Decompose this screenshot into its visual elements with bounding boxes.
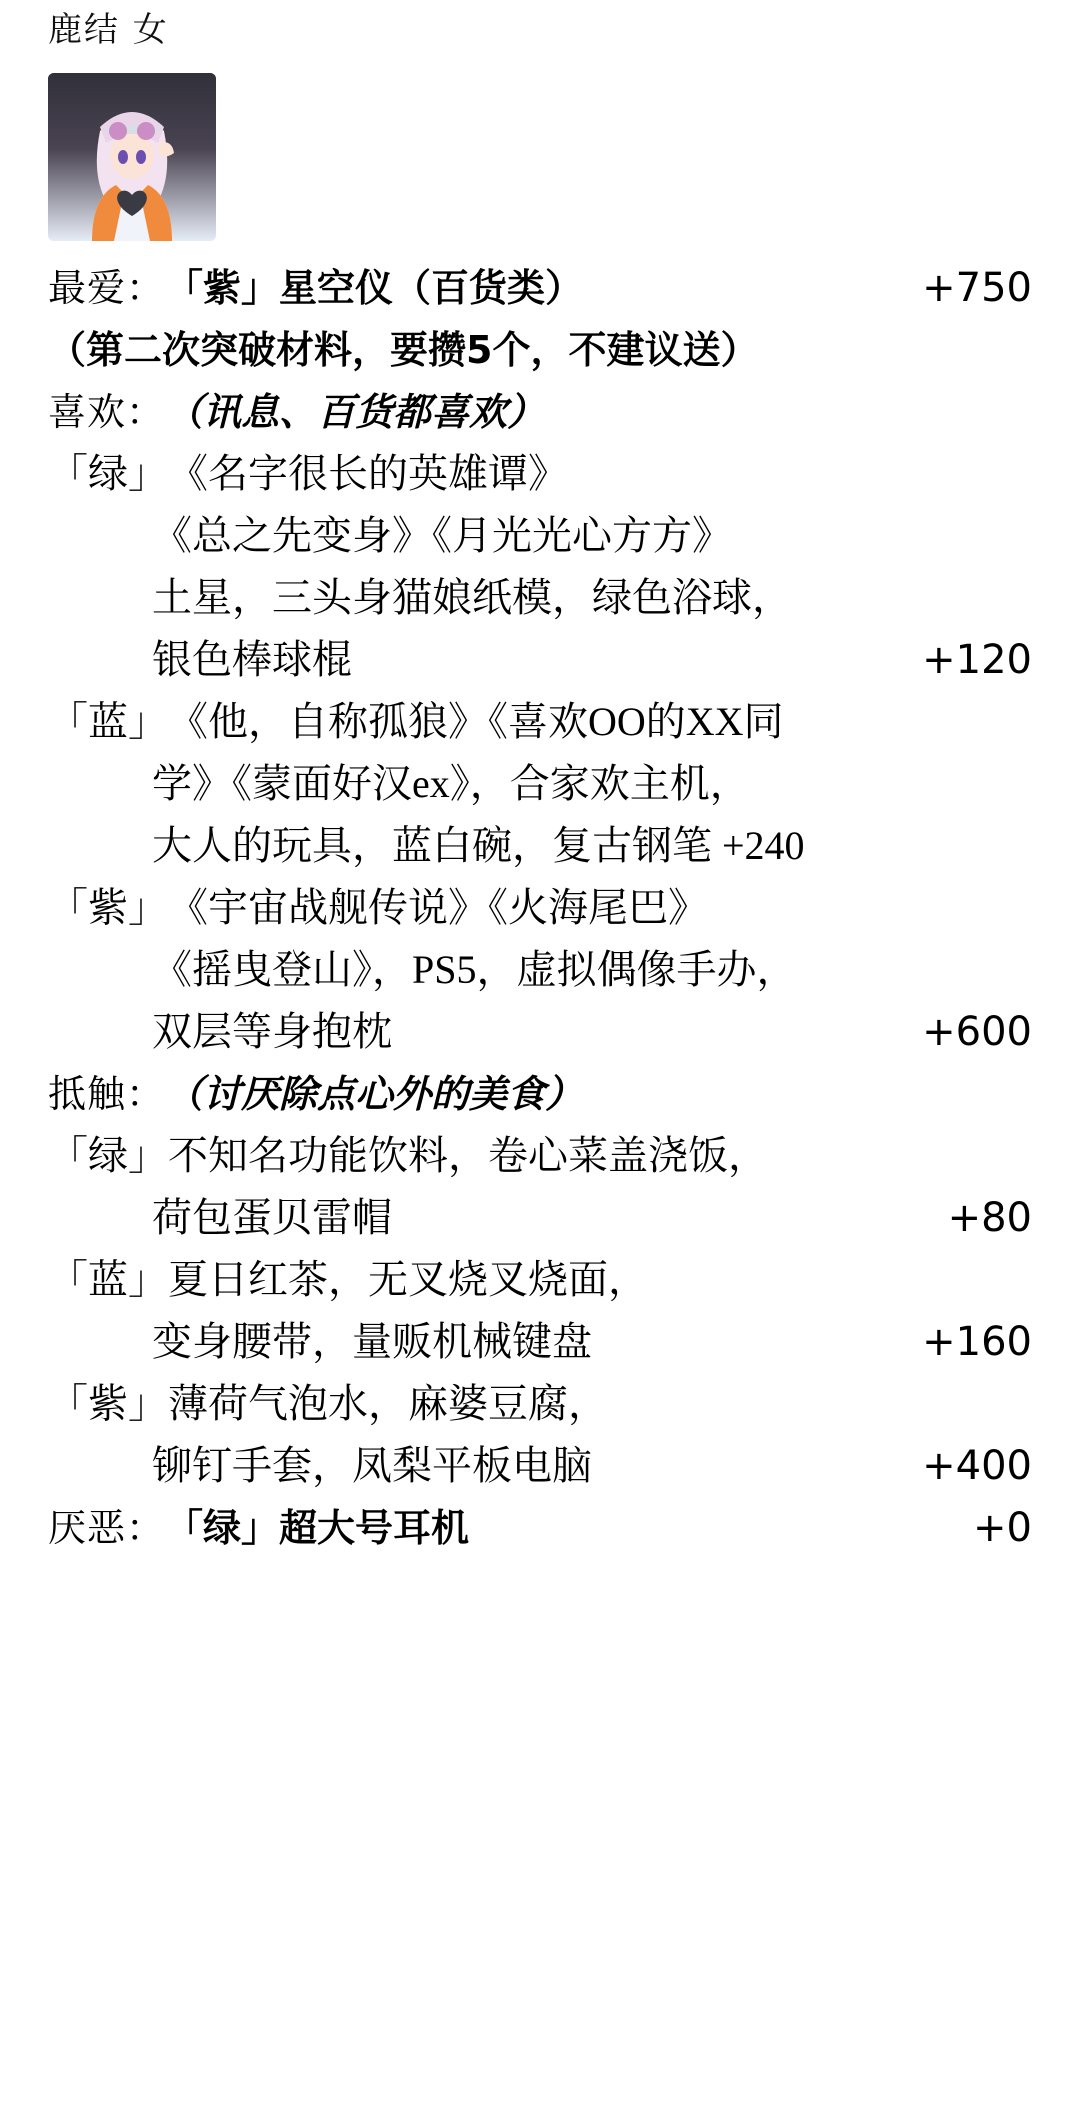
favorite-value: +750 xyxy=(922,264,1032,311)
dislike-green-text-2: 荷包蛋贝雷帽 xyxy=(152,1194,392,1240)
favorite-note-row xyxy=(48,319,1032,381)
like-green-text-4: 银色棒球棍 xyxy=(152,636,352,682)
like-purple-text-1: 《宇宙战舰传说》《火海尾巴》 xyxy=(168,884,708,930)
like-label: 喜欢： xyxy=(48,389,166,434)
like-note: （讯息、百货都喜欢） xyxy=(165,389,546,434)
favorite-label: 最爱： xyxy=(48,265,166,310)
hate-value: +0 xyxy=(973,1504,1032,1551)
hate-row xyxy=(48,1497,1032,1559)
rarity-tag-purple-2: 「紫」 xyxy=(48,1380,168,1426)
dislike-blue-text-1: 夏日红茶，无叉烧叉烧面， xyxy=(168,1256,648,1302)
like-green-line-1 xyxy=(48,443,1032,505)
like-green-line-4 xyxy=(48,629,1032,691)
dislike-header-row xyxy=(48,1063,1032,1125)
like-purple-line-1 xyxy=(48,877,1032,939)
rarity-tag-green: 「绿」 xyxy=(48,450,168,496)
like-blue-text-2: 学》《蒙面好汉ex》，合家欢主机， xyxy=(152,760,750,806)
rarity-tag-blue: 「蓝」 xyxy=(48,698,168,744)
favorite-row xyxy=(48,257,1032,319)
dislike-note: （讨厌除点心外的美食） xyxy=(165,1071,584,1116)
dislike-purple-line-1 xyxy=(48,1373,1032,1435)
like-green-value-4: +120 xyxy=(922,636,1032,683)
rarity-tag-blue-2: 「蓝」 xyxy=(48,1256,168,1302)
dislike-green-text-1: 不知名功能饮料，卷心菜盖浇饭， xyxy=(168,1132,768,1178)
like-header-row xyxy=(48,381,1032,443)
gift-list xyxy=(48,257,1032,1559)
like-blue-text-1: 《他，自称孤狼》《喜欢OO的XX同 xyxy=(168,698,784,744)
dislike-blue-line-1 xyxy=(48,1249,1032,1311)
character-portrait-icon xyxy=(48,73,216,241)
dislike-purple-line-2 xyxy=(48,1435,1032,1497)
character-name: 鹿结 女 xyxy=(48,10,169,50)
avatar xyxy=(48,73,216,241)
favorite-note: （第二次突破材料，要攒5个，不建议送） xyxy=(48,327,759,372)
like-purple-value-3: +600 xyxy=(922,1008,1032,1055)
like-purple-line-2 xyxy=(48,939,1032,1001)
like-blue-line-2 xyxy=(48,753,1032,815)
favorite-item: 「紫」星空仪（百货类） xyxy=(165,265,584,310)
dislike-blue-line-2 xyxy=(48,1311,1032,1373)
rarity-tag-green-2: 「绿」 xyxy=(48,1132,168,1178)
like-green-text-3: 土星，三头身猫娘纸模，绿色浴球， xyxy=(152,574,792,620)
like-green-line-2 xyxy=(48,505,1032,567)
dislike-purple-value-2: +400 xyxy=(922,1442,1032,1489)
dislike-purple-text-1: 薄荷气泡水，麻婆豆腐， xyxy=(168,1380,608,1426)
like-purple-line-3 xyxy=(48,1001,1032,1063)
like-purple-text-2: 《摇曳登山》，PS5，虚拟偶像手办， xyxy=(152,946,797,992)
dislike-green-value-2: +80 xyxy=(947,1194,1032,1241)
like-green-text-1: 《名字很长的英雄谭》 xyxy=(168,450,568,496)
like-blue-line-1 xyxy=(48,691,1032,753)
dislike-purple-text-2: 铆钉手套，凤梨平板电脑 xyxy=(152,1442,592,1488)
dislike-blue-text-2: 变身腰带，量贩机械键盘 xyxy=(152,1318,592,1364)
dislike-blue-value-2: +160 xyxy=(922,1318,1032,1365)
dislike-label: 抵触： xyxy=(48,1071,166,1116)
dislike-green-line-2 xyxy=(48,1187,1032,1249)
hate-label: 厌恶： xyxy=(48,1505,166,1550)
like-blue-text-3: 大人的玩具，蓝白碗，复古钢笔 +240 xyxy=(152,822,805,868)
like-green-line-3 xyxy=(48,567,1032,629)
dislike-green-line-1 xyxy=(48,1125,1032,1187)
rarity-tag-purple: 「紫」 xyxy=(48,884,168,930)
like-purple-text-3: 双层等身抱枕 xyxy=(152,1008,392,1054)
like-blue-line-3 xyxy=(48,815,1032,877)
hate-item: 「绿」超大号耳机 xyxy=(165,1505,470,1550)
like-green-text-2: 《总之先变身》《月光光心方方》 xyxy=(152,512,732,558)
